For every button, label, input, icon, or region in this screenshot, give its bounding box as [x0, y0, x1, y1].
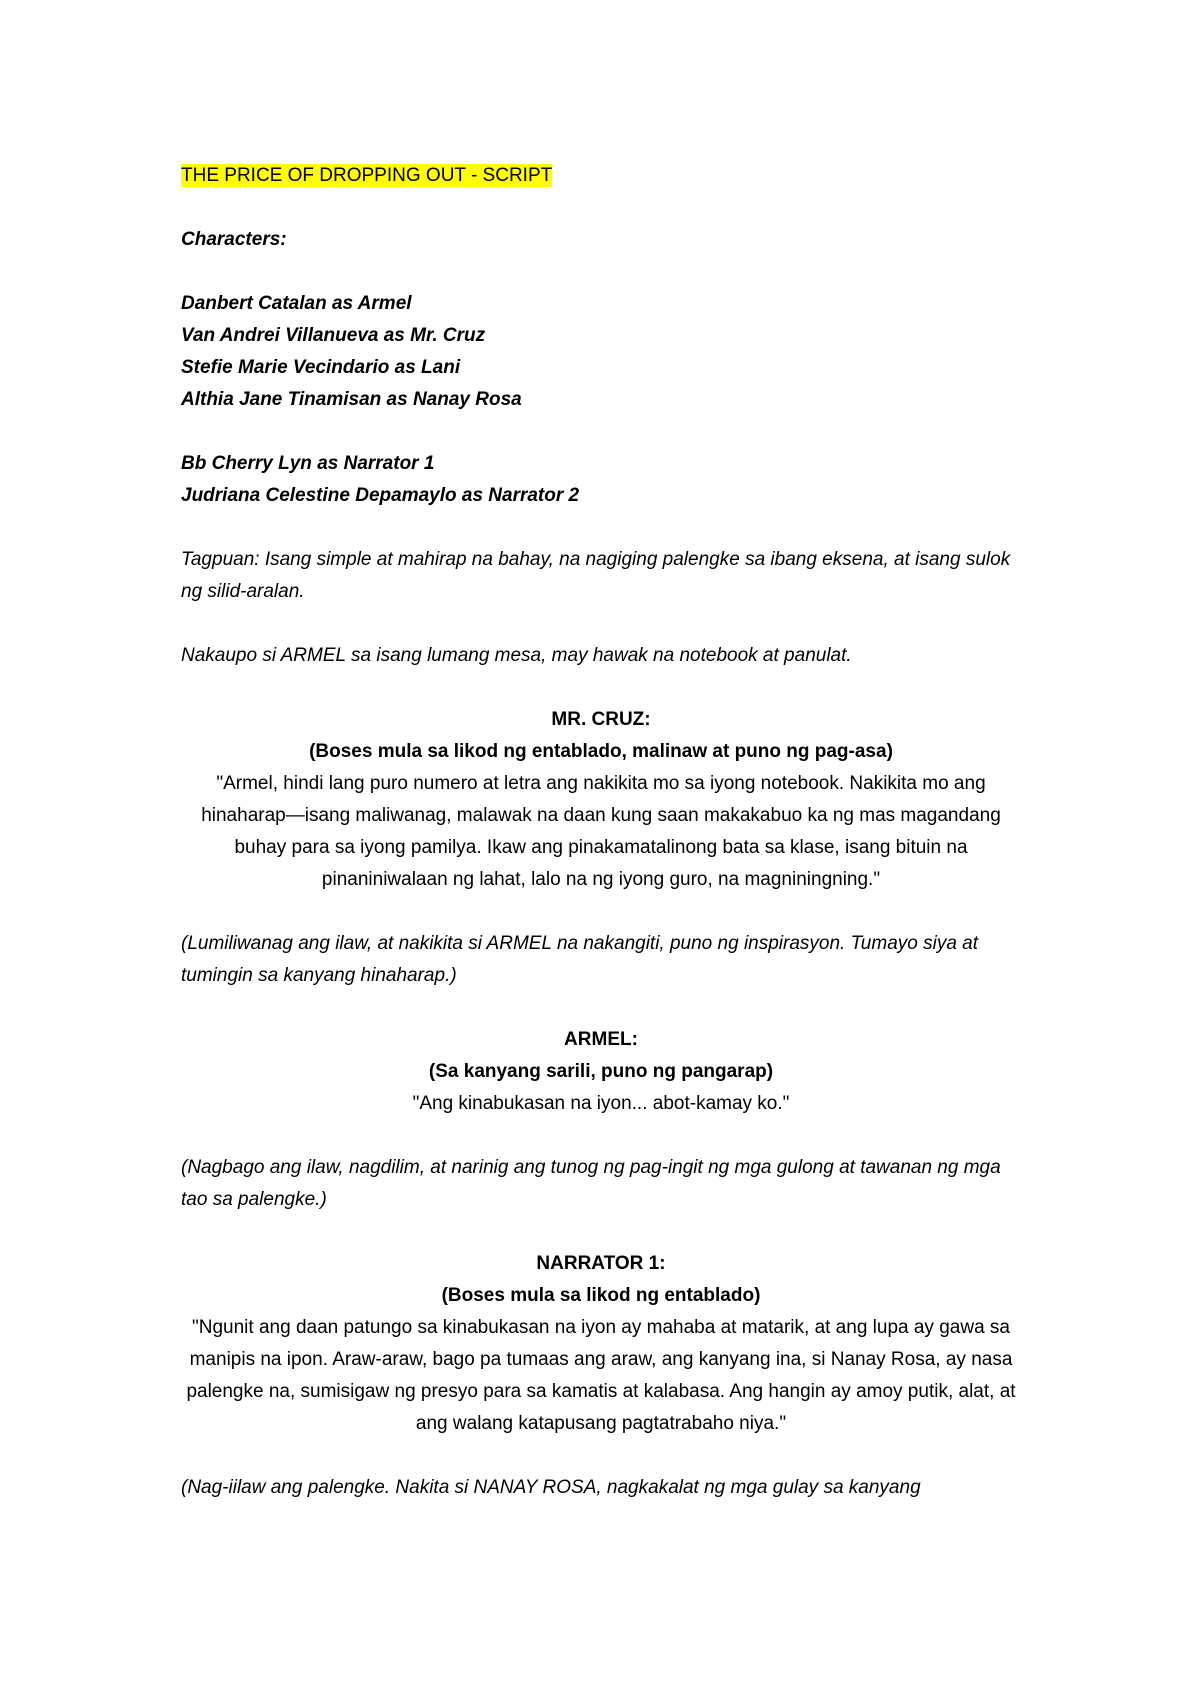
- dialogue-block-armel: [181, 1024, 1021, 1120]
- speech-text: "Ang kinabukasan na iyon... abot-kamay ko.": [412, 1093, 790, 1114]
- narrator-member: Judriana Celestine Depamaylo as Narrator 2: [181, 485, 580, 506]
- speaker-name: MR. CRUZ:: [551, 709, 651, 730]
- cast-member: Danbert Catalan as Armel: [181, 293, 412, 314]
- script-body: [181, 160, 1021, 1504]
- speaker-name: NARRATOR 1:: [536, 1253, 666, 1274]
- stage-direction: Nakaupo si ARMEL sa isang lumang mesa, may hawak na notebook at panulat.: [181, 645, 852, 666]
- speaker-name: ARMEL:: [564, 1029, 638, 1050]
- dialogue-block-narrator-1: [181, 1248, 1021, 1440]
- cast-member: Stefie Marie Vecindario as Lani: [181, 357, 461, 378]
- narrator-member: Bb Cherry Lyn as Narrator 1: [181, 453, 435, 474]
- parenthetical: (Boses mula sa likod ng entablado, malinaw at puno ng pag-asa): [309, 741, 893, 762]
- title-highlight: THE PRICE OF DROPPING OUT - SCRIPT: [181, 165, 553, 186]
- stage-direction: (Nag-iilaw ang palengke. Nakita si NANAY ROSA, nagkakalat ng mga gulay sa kanyang: [181, 1477, 921, 1498]
- cast-list: [181, 288, 1021, 512]
- dialogue-block-mr-cruz: [181, 704, 1021, 896]
- stage-direction: (Lumiliwanag ang ilaw, at nakikita si ARMEL na nakangiti, puno ng inspirasyon. Tumayo siya at tumingin sa kanyang hinaharap.): [181, 933, 979, 986]
- speech-text: "Ngunit ang daan patungo sa kinabukasan na iyon ay mahaba at matarik, at ang lupa ay gawa sa manipis na ipon. Araw-araw, bago pa tumaas ang araw, ang kanyang ina, si Nanay Rosa, ay nasa palengke na, sumisigaw ng presyo para sa kamatis at kalabasa. Ang hangin ay amoy putik, alat, at ang walang katapusang pagtatrabaho niya.": [186, 1317, 1016, 1434]
- speech-text: "Armel, hindi lang puro numero at letra ang nakikita mo sa iyong notebook. Nakikita mo ang hinaharap—isang maliwanag, malawak na daan kung saan makakabuo ka ng mas magandang buhay para sa iyong pamilya. Ikaw ang pinakamatalinong bata sa klase, isang bituin na pinaniniwalaan ng lahat, lalo na ng iyong guro, na magniningning.": [201, 773, 1001, 890]
- stage-direction: (Nagbago ang ilaw, nagdilim, at narinig ang tunog ng pag-ingit ng mga gulong at tawanan ng mga tao sa palengke.): [181, 1157, 1001, 1210]
- cast-member: Van Andrei Villanueva as Mr. Cruz: [181, 325, 486, 346]
- parenthetical: (Boses mula sa likod ng entablado): [441, 1285, 761, 1306]
- setting-description: Tagpuan: Isang simple at mahirap na bahay, na nagiging palengke sa ibang eksena, at isang sulok ng silid-aralan.: [181, 549, 1011, 602]
- script-title: [181, 160, 1021, 192]
- parenthetical: (Sa kanyang sarili, puno ng pangarap): [428, 1061, 774, 1082]
- characters-label: Characters:: [181, 229, 287, 250]
- cast-spacer: [181, 416, 1021, 448]
- cast-member: Althia Jane Tinamisan as Nanay Rosa: [181, 389, 522, 410]
